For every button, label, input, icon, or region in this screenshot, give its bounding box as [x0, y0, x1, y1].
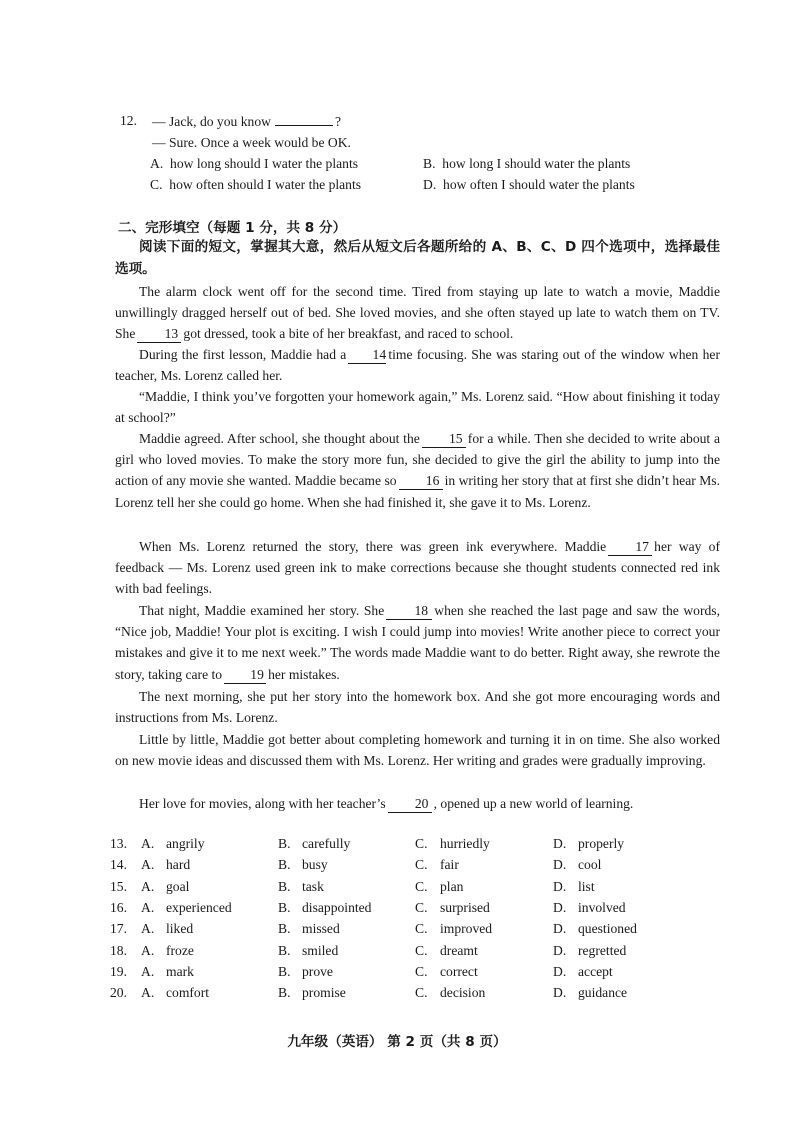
option-b-text: task [302, 879, 324, 894]
option-c-text: improved [440, 921, 493, 936]
option-letter: D. [553, 857, 567, 872]
passage-paragraph-4 [115, 428, 720, 513]
option-b-text: disappointed [302, 900, 372, 915]
option-d-text: cool [578, 857, 602, 872]
question-mark: ? [334, 114, 341, 129]
passage-paragraph-2 [115, 344, 720, 386]
blank-17: 17 [608, 539, 652, 556]
option-a-text: froze [166, 943, 194, 958]
paragraph-text: for a while. Then she decided to write about a girl who loved movies. To make the story more fun, she decided to give the girl the ability to jump into the action of any movie she wanted. Maddie became so [115, 431, 720, 489]
passage-paragraph-3: “Maddie, I think you’ve forgotten your homework again,” Ms. Lorenz said. “How about finishing it today at school?” [115, 389, 720, 426]
blank-19: 19 [224, 667, 266, 684]
blank-16: 16 [399, 473, 443, 490]
option-question-number: 17. [110, 921, 127, 936]
paragraph-text: , opened up a new world of learning. [433, 796, 634, 811]
option-text: how often should I water the plants [169, 177, 362, 192]
option-text: how long should I water the plants [170, 156, 359, 171]
option-a-text: liked [166, 921, 194, 936]
blank-18: 18 [386, 603, 432, 620]
option-letter: B. [278, 836, 291, 851]
option-question-number: 19. [110, 964, 127, 979]
question-number: 12. [120, 113, 137, 128]
option-a-text: mark [166, 964, 194, 979]
option-b-text: smiled [302, 943, 339, 958]
option-letter: C. [415, 964, 428, 979]
option-letter: B. [278, 857, 291, 872]
passage-paragraph-6 [115, 600, 720, 685]
option-a-text: angrily [166, 836, 205, 851]
passage-paragraph-8: Little by little, Maddie got better about completing homework and turning it in on time. She also worked on new movie ideas and discussed them with Ms. Lorenz. Her writing and grades were gradually improving. [115, 732, 720, 769]
option-letter: B. [278, 943, 291, 958]
option-d-text: list [578, 879, 595, 894]
option-letter: C. [415, 879, 428, 894]
option-letter: A. [141, 985, 155, 1000]
paragraph-text: When Ms. Lorenz returned the story, there was green ink everywhere. Maddie [139, 539, 607, 554]
option-c-text: dreamt [440, 943, 478, 958]
paragraph-text: her mistakes. [268, 666, 340, 682]
option-letter: D. [553, 921, 567, 936]
option-letter: A. [141, 964, 155, 979]
option-letter: C. [415, 836, 428, 851]
section-instruction: 阅读下面的短文，掌握其大意，然后从短文后各题所给的 A、B、C、D 四个选项中，选择最佳选项。 [115, 239, 720, 277]
option-a-text: hard [166, 857, 191, 872]
option-letter: C. [150, 177, 163, 192]
option-c-text: fair [440, 857, 459, 872]
paragraph-text: The alarm clock went off for the second time. Tired from staying up late to watch a movie, Maddie unwillingly dragged herself out of bed. She loved movies, and she often stayed up late to watch them on TV. She [115, 284, 720, 342]
option-letter: B. [278, 879, 291, 894]
option-question-number: 15. [110, 879, 127, 894]
option-a [150, 153, 358, 174]
paragraph-text: Maddie agreed. After school, she thought about the [139, 431, 420, 446]
blank-20: 20 [388, 796, 432, 813]
option-c [150, 174, 361, 195]
option-letter: B. [423, 156, 436, 171]
option-letter: C. [415, 943, 428, 958]
option-letter: D. [553, 964, 567, 979]
option-c-text: correct [440, 964, 478, 979]
option-b-text: carefully [302, 836, 351, 851]
option-letter: A. [141, 900, 155, 915]
question-12-line1 [152, 111, 341, 132]
option-text: how long I should water the plants [442, 156, 631, 171]
option-letter: B. [278, 900, 291, 915]
option-letter: D. [553, 985, 567, 1000]
option-d-text: guidance [578, 985, 628, 1000]
paragraph-text: got dressed, took a bite of her breakfast, and raced to school. [183, 326, 514, 342]
paragraph-text: time focusing. She was staring out of the window when her teacher, Ms. Lorenz called her. [115, 347, 720, 384]
option-question-number: 18. [110, 943, 127, 958]
option-letter: C. [415, 857, 428, 872]
option-b [423, 153, 630, 174]
paragraph-text: in writing her story that at first she didn’t hear Ms. Lorenz tell her she could go home. When she had finished it, she gave it to Ms. Lorenz. [115, 473, 720, 510]
option-d [423, 174, 635, 195]
paragraph-text: her way of feedback — Ms. Lorenz used green ink to make corrections because she thought students connected red ink with bad feelings. [115, 539, 720, 597]
blank-13: 13 [137, 326, 181, 343]
option-a-text: goal [166, 879, 190, 894]
option-d-text: regretted [578, 943, 627, 958]
option-c-text: surprised [440, 900, 490, 915]
dialogue-line: — Sure. Once a week would be OK. [152, 135, 351, 150]
paragraph-text: when she reached the last page and saw the words, “Nice job, Maddie! Your plot is exciting. I wish I could jump into movies! Write another piece to correct your mistakes and give it to me next week.” The words made Maddie want to do better. Right away, she rewrote the story, taking care to [115, 603, 720, 682]
option-d-text: involved [578, 900, 626, 915]
option-letter: D. [553, 900, 567, 915]
option-letter: D. [423, 177, 437, 192]
passage-paragraph-9 [115, 793, 720, 814]
option-d-text: properly [578, 836, 625, 851]
option-letter: B. [278, 921, 291, 936]
option-letter: D. [553, 943, 567, 958]
dialogue-line: — Jack, do you know [152, 114, 271, 129]
option-a-text: comfort [166, 985, 210, 1000]
option-d-text: accept [578, 964, 613, 979]
option-a-text: experienced [166, 900, 232, 915]
option-letter: A. [141, 836, 155, 851]
blank-15: 15 [422, 431, 466, 448]
option-b-text: promise [302, 985, 346, 1000]
blank-14: 14 [348, 347, 386, 364]
option-letter: B. [278, 985, 291, 1000]
option-letter: A. [141, 857, 155, 872]
option-question-number: 13. [110, 836, 127, 851]
answer-blank [275, 125, 333, 126]
paragraph-text: During the first lesson, Maddie had a [139, 347, 347, 362]
option-letter: C. [415, 921, 428, 936]
page-footer: 九年级（英语） 第 2 页（共 8 页） [287, 1034, 507, 1050]
option-c-text: hurriedly [440, 836, 490, 851]
passage-paragraph-5 [115, 536, 720, 600]
option-question-number: 20. [110, 985, 127, 1000]
option-b-text: prove [302, 964, 333, 979]
option-letter: A. [141, 921, 155, 936]
option-c-text: decision [440, 985, 486, 1000]
passage-paragraph-1 [115, 281, 720, 345]
option-b-text: busy [302, 857, 328, 872]
paragraph-text: Her love for movies, along with her teacher’s [139, 796, 386, 811]
option-letter: A. [141, 879, 155, 894]
option-letter: C. [415, 985, 428, 1000]
option-d-text: questioned [578, 921, 637, 936]
option-letter: A. [150, 156, 164, 171]
option-letter: D. [553, 836, 567, 851]
option-text: how often I should water the plants [443, 177, 635, 192]
passage-paragraph-7: The next morning, she put her story into the homework box. And she got more encouraging words and instructions from Ms. Lorenz. [115, 689, 720, 726]
option-letter: B. [278, 964, 291, 979]
option-letter: C. [415, 900, 428, 915]
option-letter: D. [553, 879, 567, 894]
paragraph-text: That night, Maddie examined her story. She [139, 603, 385, 618]
option-question-number: 14. [110, 857, 127, 872]
option-question-number: 16. [110, 900, 127, 915]
option-letter: A. [141, 943, 155, 958]
option-b-text: missed [302, 921, 340, 936]
section-title: 二、完形填空（每题 1 分，共 8 分） [118, 220, 347, 236]
option-c-text: plan [440, 879, 464, 894]
